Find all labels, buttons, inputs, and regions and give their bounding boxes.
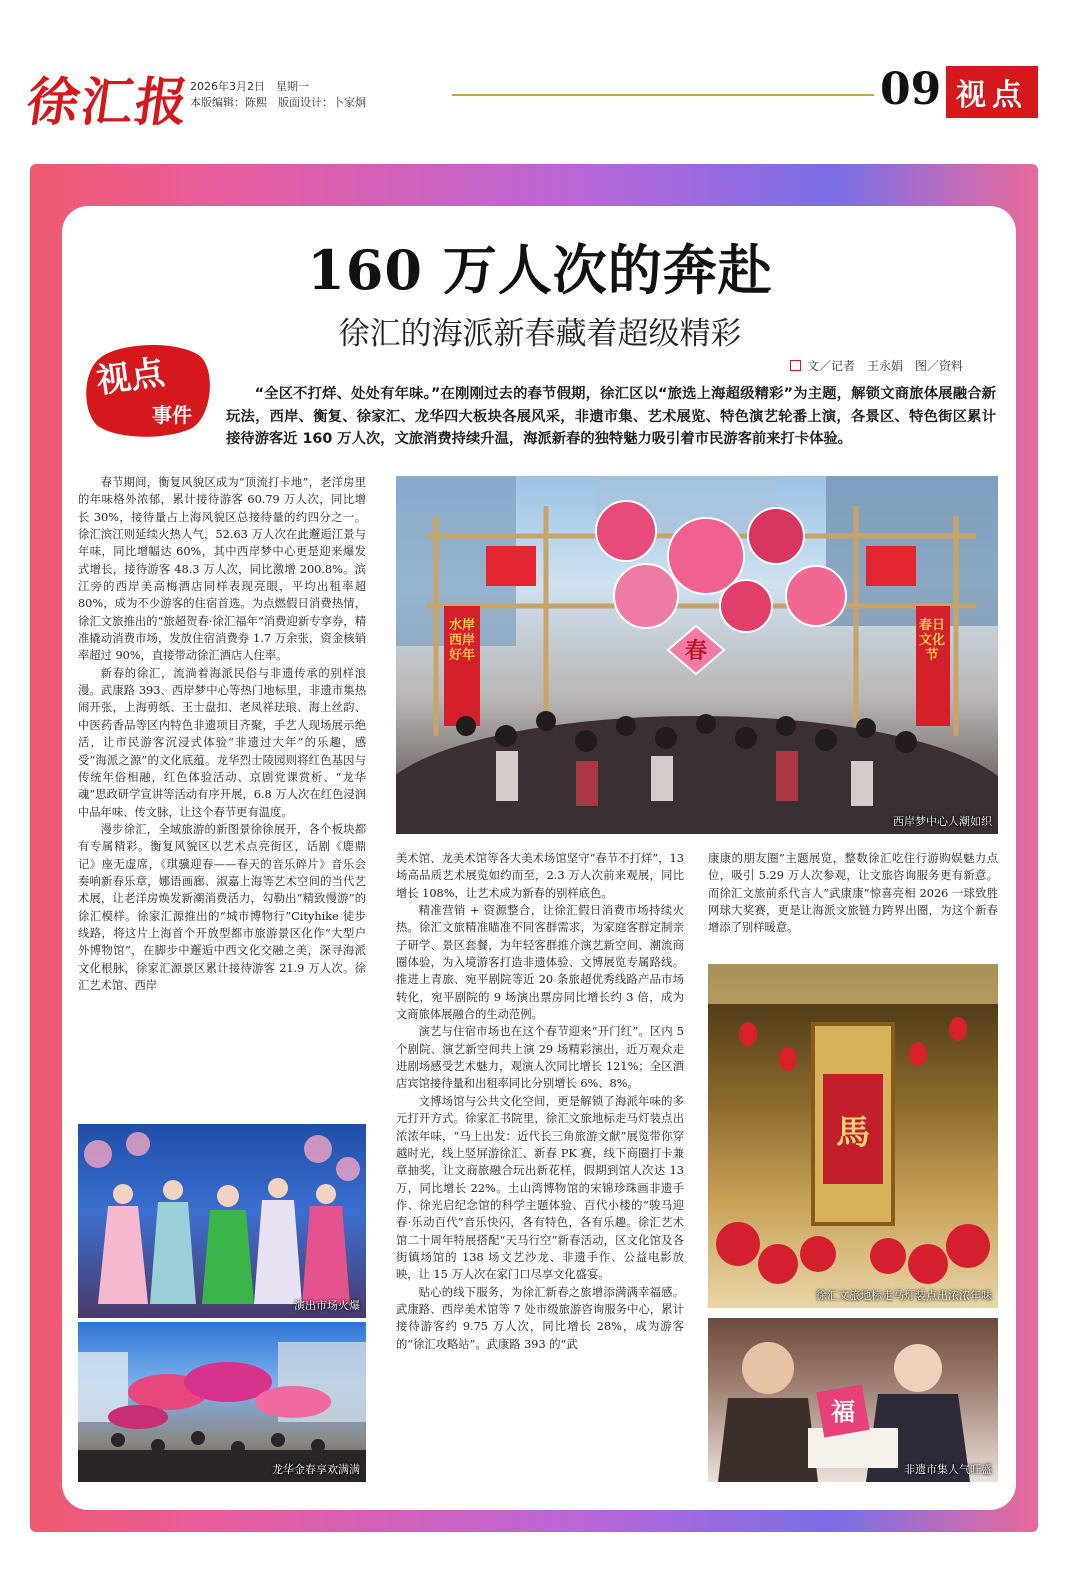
paragraph: 精准营销 + 资源整合，让徐汇假日消费市场持续火热。徐汇文旅精准瞄准不同客群需求，为家庭客群定制亲子研学、景区套餐，为年轻客群推介演艺新空间、潮流商圈体验，为入境游客打造非遗体验、文博展览专属路线。推进上青旅、宛平剧院等近 20 条旅超优秀线路产品市场转化，宛平剧院的 9 场演出票房同比增长约 3 倍，成为文商旅体展融合的生动范例。 (396, 904, 684, 1022)
banner-text-left: 水岸西岸好年 (448, 618, 475, 663)
opera-scene (78, 1124, 366, 1318)
craft-photo (708, 1318, 998, 1482)
craft-card-text: 福 (831, 1397, 855, 1426)
banner-text-right: 春日文化节 (918, 618, 945, 663)
main-photo-caption: 西岸梦中心人潮如织 (893, 815, 992, 828)
parasol (786, 566, 846, 626)
lantern-photo-caption: 徐汇文旅地标走马灯装点出浓浓年味 (816, 1289, 992, 1302)
seal-text-sub: 事件 (152, 403, 192, 427)
byline-text: 文／记者 王永娟 图／资料 (807, 359, 964, 373)
blossom-branches (84, 1132, 360, 1181)
ceiling-lights (708, 964, 998, 1004)
opera-photo (78, 1124, 366, 1318)
craft-photo-caption: 非遗市集人气旺盛 (904, 1463, 992, 1476)
paragraph: 文博场馆与公共文化空间，更是解锁了海派年味的多元打开方式。徐家汇书院里，徐汇文旅地标走马灯装点出浓浓年味，“马上出发：近代长三角旅游文献”展览带你穿越时光，线上竖屏游徐汇、新春 PK 赛，线下商圈打卡兼章抽奖，让文商旅融合玩出新花样，假期到馆人次达 13 万，同比增长 22%。土山湾博物馆的宋锦珍珠画非遗手作、徐光启纪念馆的科学主题体验、百代小楼的“骏马迎春·乐动百代”音乐快闪，各有特色，各有乐趣。徐汇艺术馆二十周年特展搭配“天马行空”新春活动，区文化馆及各街镇场馆的 138 场文艺沙龙、非遗手作、公益电影放映，让 15 万人次在家门口尽享文化盛宴。 (396, 1094, 684, 1282)
issue-meta (190, 79, 366, 111)
lede-paragraph: “全区不打烊、处处有年味。”在刚刚过去的春节假期，徐汇区以“旅选上海超级精彩”为主题，解锁文商旅体展融合新玩法，西岸、衡复、徐家汇、龙华四大板块各展风采，非遗市集、艺术展览、特色演艺轮番上演，各景区、特色街区累计接待游客近 160 万人次，文旅消费持续升温，海派新春的独特魅力吸引着市民游客前来打卡体验。 (226, 386, 996, 447)
header-divider (452, 94, 874, 96)
paragraph: 演艺与住宿市场也在这个春节迎来“开门红”。区内 5 个剧院、演艺新空间共上演 29 场精彩演出，近万观众走进剧场感受艺术魅力，观演人次同比增长 121%；全区酒店宾馆接待量和出租率同比分别增长 6%、8%。 (396, 1025, 684, 1091)
seal-text-main: 视点 (94, 352, 167, 402)
main-photo-scene (396, 476, 998, 834)
spring-sign-text: 春 (684, 638, 708, 664)
paragraph: 漫步徐汇，全域旅游的新图景徐徐展开，各个板块都有专属精彩。衡复风貌区以艺术点亮街区，话剧《鹿鼎记》座无虚席，《琪骥迎春——春天的音乐碎片》音乐会奏响新春乐章，娜语画廊、淑嘉上海等艺术空间的当代艺术展，让老洋房焕发新潮消费活力，勾勒出“精致慢游”的徐汇模样。徐家汇源推出的“城市博物行”Cityhike 徒步线路，将这片上海首个开放型都市旅游景区化作“大型户外博物馆”，在脚步中邂逅中西文化交融之美，深寻海派文化根脉，徐家汇源景区累计接待游客 21.9 万人次。徐汇艺术馆、西岸 (78, 822, 366, 992)
longhua-photo (78, 1322, 366, 1482)
headline: 160 万人次的奔赴 (307, 238, 773, 302)
section-label: 视点 (946, 66, 1038, 118)
visitor (718, 1342, 818, 1482)
opera-photo-caption: 演出市场火爆 (294, 1299, 360, 1312)
paragraph: 美术馆、龙美术馆等各大美术场馆坚守“春节不打烊”，13 场高品质艺术展览如约而至，2.3 万人次前来观展，同比增长 108%，让艺术成为新春的别样底色。 (396, 852, 684, 900)
paragraph: 春节期间，衡复风貌区成为“顶流打卡地”，老洋房里的年味格外浓郁，累计接待游客 60.79 万人次，同比增长 30%，接待量占上海风貌区总接待量的约四分之一。徐汇滨江则延续火热人气，52.63 万人次在此邂逅江景与年味，同比增幅达 60%，其中西岸梦中心更是迎来爆发式增长，接待游客 48.3 万人次，同比激增 200.8%。滨江旁的西岸美高梅酒店同样表现亮眼，平均出租率超 80%，成为不少游客的住宿首选。为点燃假日消费热情，徐汇文旅推出的“旅超贺春·徐汇福年”消费迎新专享券，精准撬动消费市场，发放住宿消费券 1.7 万余张，资金核销率超过 90%，直接带动徐汇酒店人住率。 (78, 476, 366, 663)
lantern-photo (708, 964, 998, 1308)
performer (150, 1180, 196, 1304)
byline-square-icon (790, 360, 801, 371)
lantern-glyph: 馬 (836, 1113, 870, 1153)
parasol (614, 564, 678, 628)
lantern-scene (708, 964, 998, 1308)
body-column-2 (396, 850, 684, 1353)
longhua-photo-caption: 龙华金春享欢满满 (272, 1463, 360, 1476)
lantern-box (486, 546, 536, 586)
subheadline: 徐汇的海派新春藏着超级精彩 (338, 316, 742, 352)
performer (202, 1185, 254, 1304)
paragraph: 贴心的线下服务，为徐汇新春之旅增添满满幸福感。武康路、西岸美术馆等 7 处市级旅游咨询服务中心，累计接待游客约 9.75 万人次，同比增长 28%，成为游客的“徐汇攻略站”。武康路 393 的“武 (396, 1285, 684, 1351)
parasol (596, 501, 656, 561)
lantern-box (866, 546, 916, 586)
parasol (720, 580, 772, 632)
performer (254, 1178, 302, 1304)
body-column-1 (78, 474, 366, 994)
main-photo (396, 476, 998, 834)
performer (98, 1184, 148, 1304)
byline (790, 357, 963, 374)
paragraph: 新春的徐汇，流淌着海派民俗与非遗传承的别样浪漫。武康路 393、西岸梦中心等热门地标里，非遗市集热闹开张，上海剪纸、王士盘扣、老凤祥珐琅、海上丝韵、中医药香品等区内特色非遗项目齐聚，手艺人现场展示绝活，让市民游客沉浸式体验“非遗过大年”的乐趣，感受“海派之源”的文化底蕴。龙华烈士陵园则将红色基因与传统年俗相融，红色体验活动、京剧党课赏析、“龙华魂”思政研学宣讲等活动有序开展，6.8 万人次在红色浸润中品年味、传文脉，让这个春节更有温度。 (78, 666, 366, 819)
craft-scene (708, 1318, 998, 1482)
performer (302, 1184, 350, 1304)
page-number: 09 (880, 64, 942, 115)
issue-date: 2026年3月2日 星期一 (190, 80, 309, 93)
parasol (748, 508, 804, 564)
section-seal (80, 340, 214, 440)
paragraph: 康康的朋友圈”主题展览，整数徐汇吃住行游购娱魅力点位，吸引 5.29 万人次参观，让文旅咨询服务更有新意。而徐汇文旅前系代言人“武康康”惊喜亮相 2026 一球致胜网球大奖赛，更是让海派文旅链力跨界出圈，为这个新春增添了别样暖意。 (708, 852, 998, 935)
newspaper-logo: 徐汇报 (23, 72, 194, 133)
poinsettias (716, 1222, 990, 1284)
issue-editors: 本版编辑：陈熙 版面设计：卜家炯 (190, 96, 366, 109)
craft-table (808, 1428, 898, 1468)
longhua-scene (78, 1322, 366, 1482)
body-column-3 (708, 850, 998, 937)
